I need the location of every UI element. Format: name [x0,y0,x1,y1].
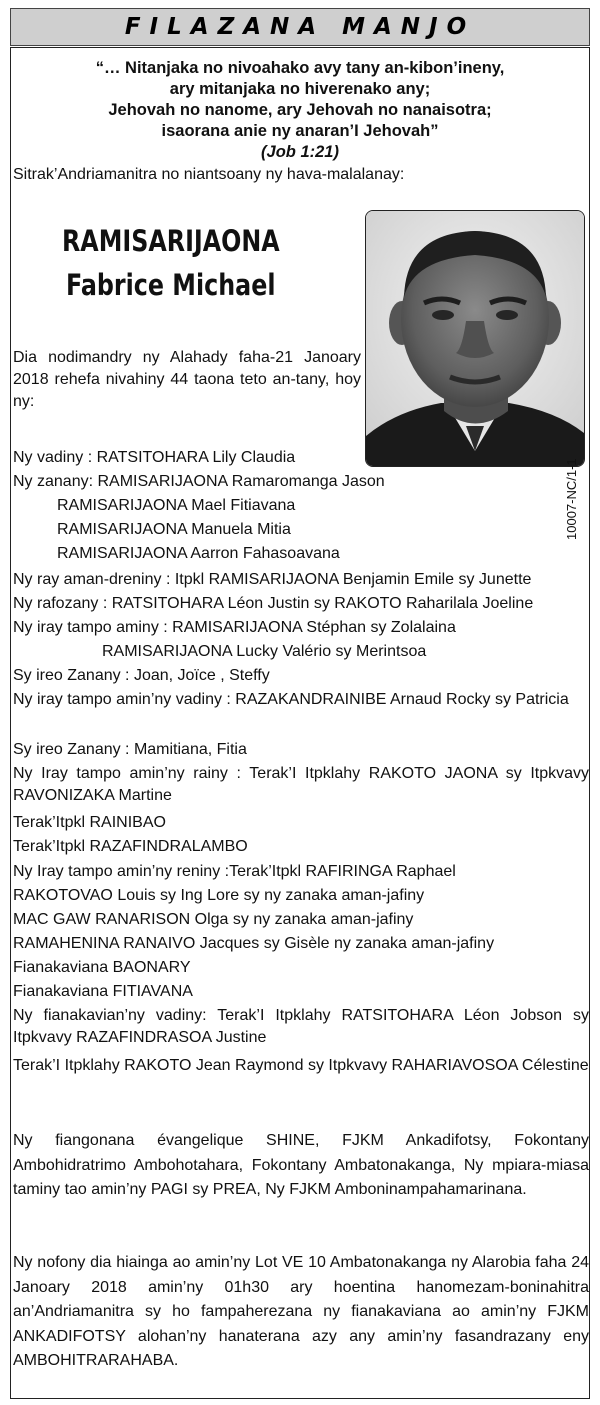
mother-siblings-line: Ny Iray tampo amin’ny reniny :Terak’Itpkl RAFIRINGA Raphael [13,863,456,880]
funeral-text: Ny nofony dia hiainga ao amin’ny Lot VE 10 Ambatonakanga ny Alarobia faha 24 Janoary 2018 amin’ny 01h30 ary hoentina hanomezam-boninahitra an’Andriamanitra sy ho fampaherezana ny fianakaviana ao amin’ny FJKM ANKADIFOTSY alohan’ny hanaterana azy any amin’ny fasandrazany eny AMBOHITRARAHABA. [13,1254,589,1369]
parents-line: Ny ray aman-dreniny : Itpkl RAMISARIJAONA Benjamin Emile sy Junette [13,571,532,588]
wife-siblings-line: Ny iray tampo amin’ny vadiny : RAZAKANDRAINIBE Arnaud Rocky sy Patricia [13,691,569,708]
child-line: RAMISARIJAONA Manuela Mitia [57,521,291,538]
wife-siblings-children-line: Sy ireo Zanany : Mamitiana, Fitia [13,741,247,758]
siblings-line: Ny iray tampo aminy : RAMISARIJAONA Stéphan sy Zolalaina [13,619,456,636]
mother-siblings-line: RAMAHENINA RANAIVO Jacques sy Gisèle ny zanaka aman-jafiny [13,935,495,952]
quote-line: Jehovah no nanome, ary Jehovah no nanaisotra; [108,101,492,119]
child-line: RAMISARIJAONA Mael Fitiavana [57,497,296,514]
quote-reference: (Job 1:21) [261,143,339,161]
siblings-children-line: Sy ireo Zanany : Joan, Joïce , Steffy [13,667,270,684]
quote-line: ary mitanjaka no hiverenako any; [169,80,431,98]
wife-line: Ny vadiny : RATSITOHARA Lily Claudia [13,449,296,466]
children-line: Ny zanany: RAMISARIJAONA Ramaromanga Jason [13,473,385,490]
father-siblings-line: Ny Iray tampo amin’ny rainy : Terak’I Itpklahy RAKOTO JAONA sy Itpkvavy RAVONIZAKA Martine [13,765,589,804]
bible-quote [0,58,600,163]
mother-siblings-line: Fianakaviana BAONARY [13,959,191,976]
notice-title: FILAZANA MANJO [124,14,476,40]
announcement-text: Sitrak’Andriamanitra no niantsoany ny hava-malalanay: [13,166,405,183]
deceased-portrait [365,210,585,467]
child-line: RAMISARIJAONA Aarron Fahasoavana [57,545,340,562]
mother-siblings-line: RAKOTOVAO Louis sy Ing Lore sy ny zanaka aman-jafiny [13,887,425,904]
deceased-surname: RAMISARIJAONA [62,224,280,258]
community-text: Ny fiangonana évangelique SHINE, FJKM Ankadifotsy, Fokontany Ambohidratrimo Ambohotahara, Fokontany Ambatonakanga, Ny mpiara-miasa taminy tao amin’ny PAGI sy PREA, Ny FJKM Amboninampahamarinana. [13,1132,589,1198]
portrait-image [366,211,584,466]
wife-family-line: Terak’I Itpklahy RAKOTO Jean Raymond sy Itpkvavy RAHARIAVOSOA Célestine [13,1057,589,1074]
notice-header [10,8,590,46]
father-siblings-line: Terak’Itpkl RAZAFINDRALAMBO [13,838,248,855]
wife-family-line: Ny fianakavian’ny vadiny: Terak’I Itpklahy RATSITOHARA Léon Jobson sy Itpkvavy RAZAFINDRASOA Justine [13,1007,589,1046]
sibling-line: RAMISARIJAONA Lucky Valério sy Merintsoa [102,643,427,660]
intro-text: Dia nodimandry ny Alahady faha-21 Janoary 2018 rehefa nivahiny 44 taona teto an-tany, hoy ny: [13,349,361,410]
deceased-given-names: Fabrice Michael [66,268,276,302]
quote-line: isaorana anie ny anaran’I Jehovah” [161,122,439,140]
father-siblings-line: Terak’Itpkl RAINIBAO [13,814,166,831]
mother-siblings-line: Fianakaviana FITIAVANA [13,983,193,1000]
in-laws-line: Ny rafozany : RATSITOHARA Léon Justin sy RAKOTO Raharilala Joeline [13,595,534,612]
ad-code: 10007-NC/1-1 [564,458,579,540]
quote-line: “… Nitanjaka no nivoahako avy tany an-kibon’ineny, [95,59,505,77]
mother-siblings-line: MAC GAW RANARISON Olga sy ny zanaka aman-jafiny [13,911,414,928]
